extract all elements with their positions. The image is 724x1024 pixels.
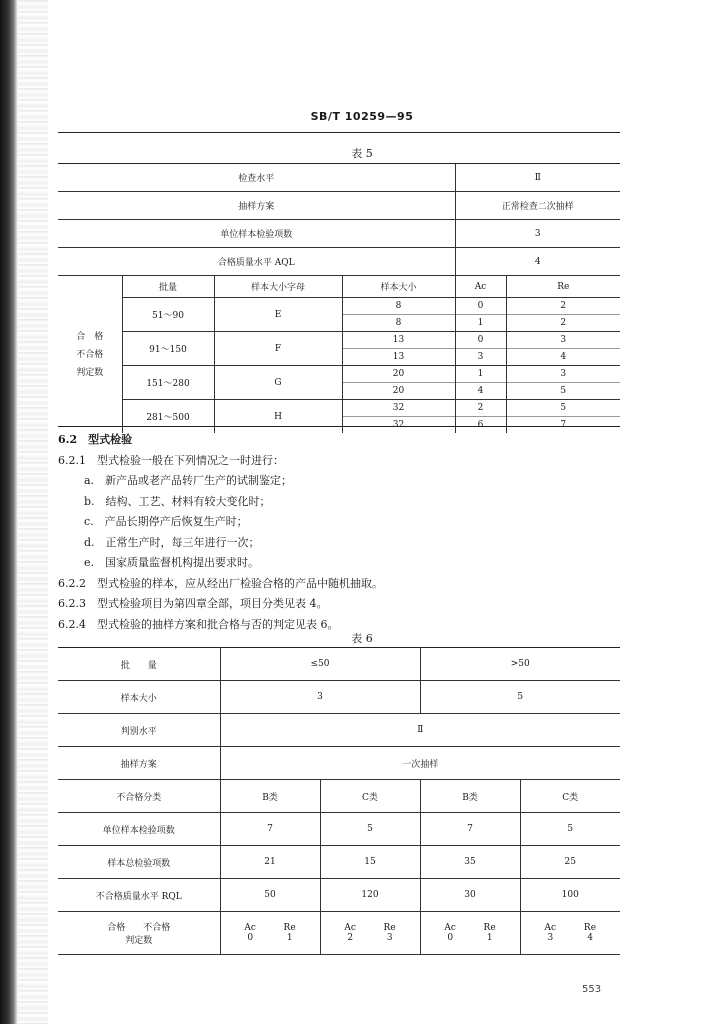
class-cell: C类 [320, 780, 420, 813]
paragraph-6-2-2: 6.2.2 型式检验的样本，应从经出厂检验合格的产品中随机抽取。 [58, 576, 383, 590]
judge-cell: Ac Re 2 3 [320, 912, 420, 955]
sample-size-label: 样本大小 [58, 681, 220, 714]
list-item: c. 产品长期停产后恢复生产时； [84, 515, 248, 528]
re-cell: 3 5 [506, 366, 620, 400]
level-value: Ⅱ [220, 714, 620, 747]
table6-row-unit-items [58, 813, 620, 846]
judge-cell: Ac Re 3 4 [520, 912, 620, 955]
judge-cell: Ac Re 0 1 [420, 912, 520, 955]
ac-cell: 1 4 [455, 366, 506, 400]
ac-cell: 0 3 [455, 332, 506, 366]
col-sample-size: 样本大小 [342, 276, 455, 298]
col-ac: Ac [455, 276, 506, 298]
table6 [58, 647, 620, 955]
batch-large: >50 [420, 648, 620, 681]
list-item: d. 正常生产时，每三年进行一次； [84, 535, 260, 549]
col-re: Re [506, 276, 620, 298]
total-items-label: 样本总检验项数 [58, 846, 220, 879]
table6-row-judgement [58, 912, 620, 955]
batch-cell: 151～280 [122, 366, 214, 400]
table5-row [58, 164, 620, 192]
side-label-line: 合 格 [76, 331, 104, 342]
list-item: e. 国家质量监督机构提出要求时。 [84, 556, 260, 569]
letter-cell: E [214, 298, 342, 332]
judge-cell: Ac Re 0 1 [220, 912, 320, 955]
class-cell: B类 [420, 780, 520, 813]
level-label: 判别水平 [58, 714, 220, 747]
rql-cell: 100 [520, 879, 620, 912]
ac-cell: 0 1 [455, 298, 506, 332]
col-letter: 样本大小字母 [214, 276, 342, 298]
unit-items-cell: 5 [520, 813, 620, 846]
table6-row-level [58, 714, 620, 747]
section-6-2 [58, 430, 658, 635]
batch-cell: 51～90 [122, 298, 214, 332]
table5-side-label [58, 276, 122, 434]
sample-cell: 8 8 [342, 298, 455, 332]
re-cell: 5 7 [506, 400, 620, 434]
table5-caption: 表 5 [351, 147, 373, 160]
table6-caption: 表 6 [351, 632, 373, 645]
table5-row [58, 192, 620, 220]
total-items-cell: 15 [320, 846, 420, 879]
sample-size-small: 3 [220, 681, 420, 714]
re-cell: 3 4 [506, 332, 620, 366]
table5-value: 正常检查二次抽样 [455, 192, 620, 220]
table5-column-header-row [58, 276, 620, 298]
judge-label: 合格 不合格 判定数 [58, 912, 220, 955]
scheme-label: 抽样方案 [58, 747, 220, 780]
side-label-line: 不合格 [76, 349, 104, 360]
paragraph-6-2-3: 6.2.3 型式检验项目为第四章全部，项目分类见表 4。 [58, 597, 328, 610]
header-rule [58, 132, 620, 133]
unit-items-cell: 5 [320, 813, 420, 846]
rql-label: 不合格质量水平 RQL [58, 879, 220, 912]
total-items-cell: 25 [520, 846, 620, 879]
scheme-value: 一次抽样 [220, 747, 620, 780]
col-batch: 批量 [122, 276, 214, 298]
sample-cell: 13 13 [342, 332, 455, 366]
class-label: 不合格分类 [58, 780, 220, 813]
paragraph-6-2-1: 6.2.1 型式检验一般在下列情况之一时进行： [58, 453, 284, 467]
batch-small: ≤50 [220, 648, 420, 681]
table5 [58, 163, 620, 433]
table6-row-sample-size [58, 681, 620, 714]
table5-bottom-rule [58, 426, 620, 427]
standard-code-header: SB/T 10259—95 [310, 110, 414, 123]
list-item: b. 结构、工艺、材料有较大变化时； [84, 494, 271, 508]
ac-cell: 2 6 [455, 400, 506, 434]
sample-cell: 32 32 [342, 400, 455, 434]
batch-label: 批 量 [58, 648, 220, 681]
unit-items-cell: 7 [420, 813, 520, 846]
class-cell: C类 [520, 780, 620, 813]
list-item: a. 新产品或老产品转厂生产的试制鉴定； [84, 474, 293, 487]
table5-row [58, 248, 620, 276]
batch-cell: 91～150 [122, 332, 214, 366]
table5-label: 检查水平 [58, 164, 455, 192]
total-items-cell: 35 [420, 846, 520, 879]
letter-cell: G [214, 366, 342, 400]
table5-group-row [58, 298, 620, 332]
table6-row-scheme [58, 747, 620, 780]
letter-cell: F [214, 332, 342, 366]
sample-size-large: 5 [420, 681, 620, 714]
sample-cell: 20 20 [342, 366, 455, 400]
paragraph-6-2-4: 6.2.4 型式检验的抽样方案和批合格与否的判定见表 6。 [58, 617, 339, 631]
table6-row-class [58, 780, 620, 813]
unit-items-label: 单位样本检验项数 [58, 813, 220, 846]
table5-label: 单位样本检验项数 [58, 220, 455, 248]
page-number: 553 [582, 984, 602, 995]
section-title: 6.2 型式检验 [58, 433, 133, 446]
table5-group-row [58, 400, 620, 434]
batch-cell: 281～500 [122, 400, 214, 434]
table5-row [58, 220, 620, 248]
table5-group-row [58, 366, 620, 400]
table6-row-rql [58, 879, 620, 912]
rql-cell: 120 [320, 879, 420, 912]
class-cell: B类 [220, 780, 320, 813]
table6-row-total-items [58, 846, 620, 879]
rql-cell: 30 [420, 879, 520, 912]
table5-label: 合格质量水平 AQL [58, 248, 455, 276]
table5-value: 3 [455, 220, 620, 248]
table5-value: Ⅱ [455, 164, 620, 192]
table5-label: 抽样方案 [58, 192, 455, 220]
rql-cell: 50 [220, 879, 320, 912]
total-items-cell: 21 [220, 846, 320, 879]
table5-group-row [58, 332, 620, 366]
re-cell: 2 2 [506, 298, 620, 332]
letter-cell: H [214, 400, 342, 434]
side-label-line: 判定数 [76, 367, 104, 378]
table5-value: 4 [455, 248, 620, 276]
table6-row-batch [58, 648, 620, 681]
unit-items-cell: 7 [220, 813, 320, 846]
